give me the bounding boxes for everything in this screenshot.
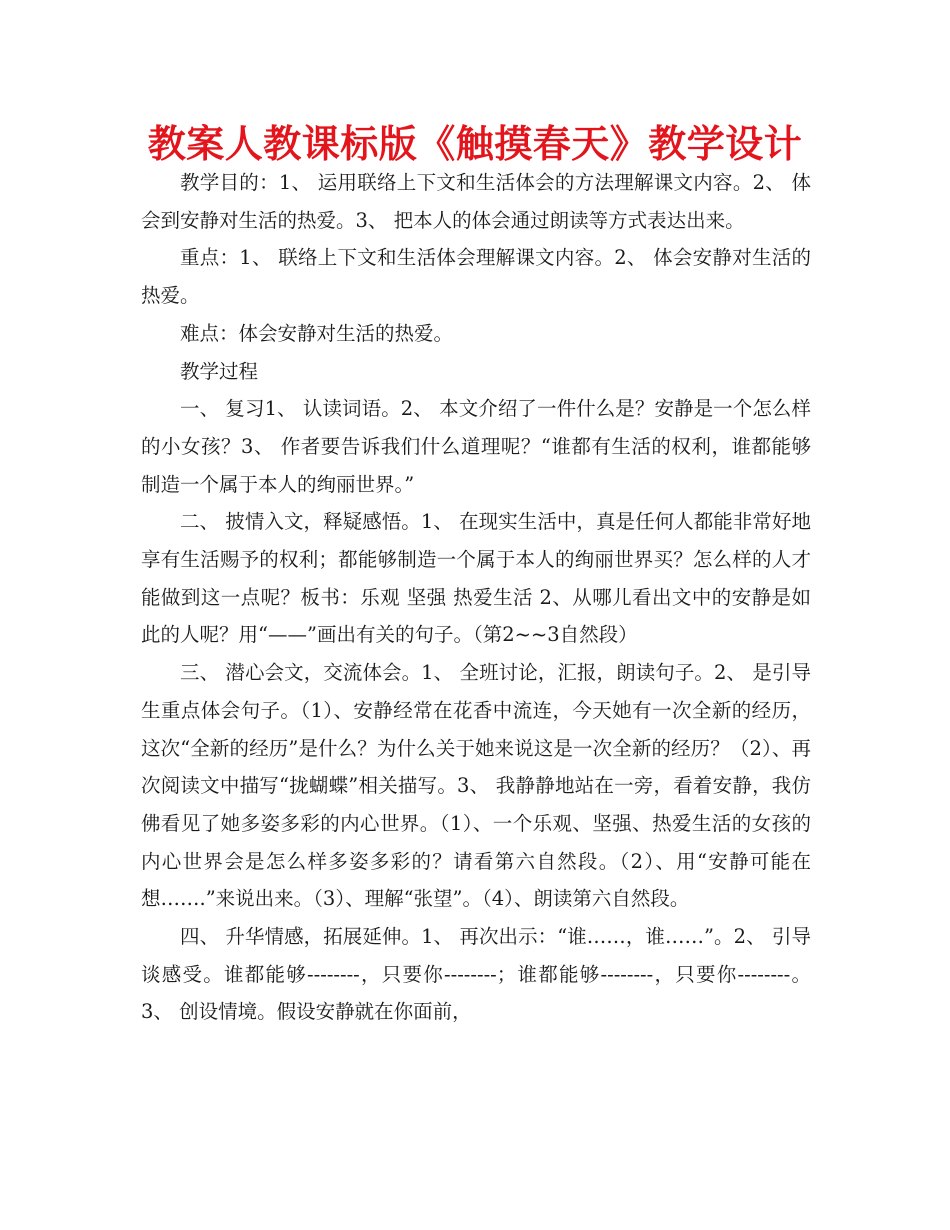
paragraph-objectives: 教学目的：1、 运用联络上下文和生活体会的方法理解课文内容。2、 体会到安静对生活的热爱。3、 把本人的体会通过朗读等方式表达出来。 [141,171,811,232]
paragraph-difficulties: 难点：体会安静对生活的热爱。 [180,321,454,345]
paragraph-section-3: 三、 潜心会文，交流体会。1、 全班讨论，汇报，朗读句子。2、 是引导生重点体会句子。（1）、安静经常在花香中流连，今天她有一次全新的经历，这次“全新的经历”是什么？为什么关于她来说这是一次全新的经历？（2）、再次阅读文中描写“拢蝴蝶”相关描写。3、 我静静地站在一旁，看着安静，我仿佛看见了她多姿多彩的内心世界。（1）、一个乐观、坚强、热爱生活的女孩的内心世界会是怎么样多姿多彩的？请看第六自然段。（2）、用“安静可能在想…….”来说出来。（3）、理解“张望”。（4）、朗读第六自然段。 [141,661,811,911]
document-body [141,164,811,1031]
paragraph-section-4: 四、 升华情感，拓展延伸。1、 再次出示：“谁……，谁……”。2、 引导谈感受。谁都能够--------，只要你--------；谁都能够--------，只要你--------。3、 创设情境。假设安静就在你面前， [141,925,811,1024]
paragraph-section-1: 一、 复习1、 认读词语。2、 本文介绍了一件什么是？安静是一个怎么样的小女孩？3、 作者要告诉我们什么道理呢？“谁都有生活的权利，谁都能够制造一个属于本人的绚丽世界。” [141,397,811,496]
paragraph-process-heading: 教学过程 [180,359,259,383]
paragraph-key-points: 重点：1、 联络上下文和生活体会理解课文内容。2、 体会安静对生活的热爱。 [141,246,811,308]
document-title: 教案人教课标版《触摸春天》教学设计 [147,121,803,166]
paragraph-section-2: 二、 披情入文，释疑感悟。1、 在现实生活中，真是任何人都能非常好地享有生活赐予的权利；都能够制造一个属于本人的绚丽世界买？怎么样的人才能做到这一点呢？板书：乐观 坚强 热爱生活 2、从哪儿看出文中的安静是如此的人呢？用“——”画出有关的句子。（第2~~3自然段） [141,510,811,647]
